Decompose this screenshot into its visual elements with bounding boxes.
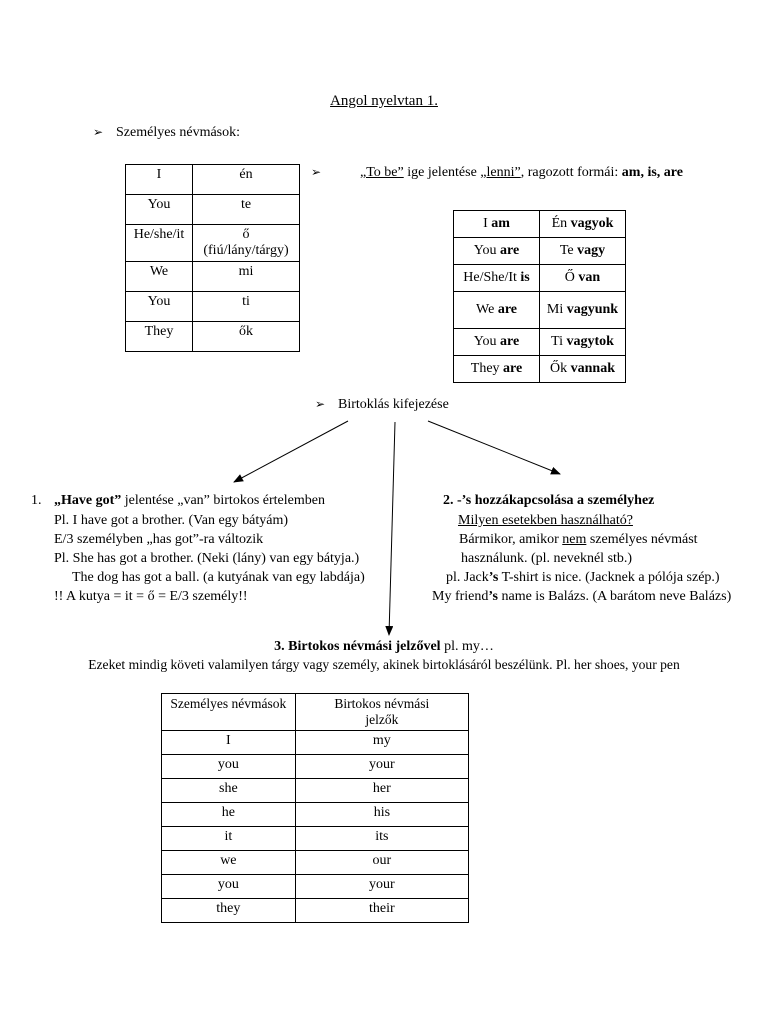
tobe-hu-pronoun: Ő bbox=[564, 270, 579, 285]
tobe-forms: am, is, are bbox=[621, 165, 683, 180]
tobe-verb: is bbox=[520, 270, 530, 285]
tobe-word: „To be” bbox=[360, 165, 404, 180]
tobe-hu-verb: vagyok bbox=[570, 216, 614, 231]
tobe-hu-pronoun: Te bbox=[559, 243, 578, 258]
table-row bbox=[454, 238, 626, 265]
tobe-en-cell bbox=[454, 356, 540, 383]
pronoun-en-cell: We bbox=[126, 262, 193, 292]
table-row bbox=[454, 292, 626, 329]
pronoun-en-cell: He/she/it bbox=[126, 225, 193, 262]
tobe-hu-pronoun: Ők bbox=[550, 361, 571, 376]
personal-pronoun-cell: I bbox=[162, 731, 296, 755]
personal-pronoun-cell: you bbox=[162, 875, 296, 899]
table-row bbox=[162, 803, 469, 827]
havegot-line: !! A kutya = it = ő = E/3 személy!! bbox=[54, 589, 248, 604]
apostrophe-l1-pre: Bármikor, amikor bbox=[459, 532, 563, 547]
tobe-hu-cell bbox=[540, 356, 626, 383]
possessive-heading-bold: 3. Birtokos névmási jelzővel bbox=[274, 639, 441, 654]
table-row bbox=[162, 755, 469, 779]
table-row bbox=[162, 851, 469, 875]
table-header-row bbox=[162, 694, 469, 731]
pronoun-hu-cell: te bbox=[193, 195, 300, 225]
tobe-verb: are bbox=[503, 361, 523, 376]
section-pronouns-heading: Személyes névmások: bbox=[116, 125, 241, 140]
apostrophe-heading bbox=[443, 491, 654, 510]
pronoun-en-cell: They bbox=[126, 322, 193, 352]
possessive-table bbox=[161, 693, 469, 923]
table-row bbox=[162, 875, 469, 899]
tobe-hu-pronoun: Ti bbox=[551, 334, 567, 349]
pronoun-hu-cell: ő (fiú/lány/tárgy) bbox=[193, 225, 300, 262]
possessive-adjective-cell: your bbox=[295, 875, 468, 899]
possessive-adjective-cell: his bbox=[295, 803, 468, 827]
tobe-en-cell bbox=[454, 211, 540, 238]
table-row bbox=[454, 356, 626, 383]
arrow-left bbox=[234, 421, 348, 482]
tobe-verb: are bbox=[497, 302, 517, 317]
pronoun-en-cell: You bbox=[126, 195, 193, 225]
tobe-en-cell bbox=[454, 292, 540, 329]
apostrophe-heading-text: 2. -’s hozzákapcsolása a személyhez bbox=[443, 493, 655, 508]
tobe-pronoun: You bbox=[473, 243, 501, 258]
pronoun-en-cell: You bbox=[126, 292, 193, 322]
pronouns-table bbox=[125, 164, 300, 352]
bullet-arrow-icon: ➢ bbox=[315, 397, 326, 411]
tobe-pronoun: We bbox=[476, 302, 498, 317]
bullet-arrow-icon: ➢ bbox=[311, 165, 322, 179]
tobe-en-cell bbox=[454, 238, 540, 265]
tobe-hu-cell bbox=[540, 329, 626, 356]
havegot-line: The dog has got a ball. (a kutyának van egy labdája) bbox=[72, 570, 365, 585]
table-row bbox=[126, 262, 300, 292]
tobe-verb: are bbox=[500, 243, 520, 258]
table-header-cell: Birtokos névmási jelzők bbox=[295, 694, 468, 731]
table-row bbox=[126, 292, 300, 322]
apostrophe-l1-u: nem bbox=[562, 532, 587, 547]
table-row bbox=[162, 827, 469, 851]
personal-pronoun-cell: it bbox=[162, 827, 296, 851]
table-header-cell: Személyes névmások bbox=[162, 694, 296, 731]
tobe-hu-cell bbox=[540, 211, 626, 238]
tobe-line bbox=[360, 163, 683, 182]
havegot-line: Pl. She has got a brother. (Neki (lány) van egy bátyja.) bbox=[54, 551, 360, 566]
tobe-pronoun: He/She/It bbox=[463, 270, 521, 285]
tobe-pronoun: They bbox=[470, 361, 504, 376]
table-row bbox=[126, 165, 300, 195]
tobe-hu-pronoun: Én bbox=[551, 216, 571, 231]
tobe-en-cell bbox=[454, 265, 540, 292]
apostrophe-line-2: használunk. (pl. neveknél stb.) bbox=[461, 551, 633, 566]
possessive-heading bbox=[0, 637, 768, 656]
personal-pronoun-cell: we bbox=[162, 851, 296, 875]
tobe-hu-cell bbox=[540, 292, 626, 329]
table-row bbox=[454, 265, 626, 292]
apostrophe-l3-b: ’s bbox=[488, 570, 499, 585]
tobe-verb: are bbox=[500, 334, 520, 349]
apostrophe-l4-pre: My friend bbox=[432, 589, 489, 604]
tobe-table bbox=[453, 210, 626, 383]
apostrophe-line-1 bbox=[459, 530, 698, 549]
personal-pronoun-cell: you bbox=[162, 755, 296, 779]
havegot-bold: „Have got” bbox=[54, 493, 122, 508]
havegot-num: 1. bbox=[31, 493, 42, 508]
table-row bbox=[126, 225, 300, 262]
tobe-mid: ige jelentése bbox=[403, 165, 481, 180]
tobe-hu-verb: vagy bbox=[577, 243, 606, 258]
table-row bbox=[454, 211, 626, 238]
tobe-pronoun: I bbox=[483, 216, 492, 231]
havegot-rest: jelentése „van” birtokos értelemben bbox=[121, 493, 325, 508]
havegot-line: E/3 személyben „has got”-ra változik bbox=[54, 532, 264, 547]
tobe-hu-cell bbox=[540, 265, 626, 292]
possessive-adjective-cell: your bbox=[295, 755, 468, 779]
tobe-hu-verb: vagyunk bbox=[566, 302, 619, 317]
table-row bbox=[162, 731, 469, 755]
tobe-hu-pronoun: Mi bbox=[546, 302, 567, 317]
tobe-hu-verb: vannak bbox=[570, 361, 615, 376]
arrow-right bbox=[428, 421, 560, 474]
possessive-adjective-cell: its bbox=[295, 827, 468, 851]
possessive-description: Ezeket mindig követi valamilyen tárgy vagy személy, akinek birtoklásáról beszélünk. Pl. her shoes, your pen bbox=[88, 657, 680, 672]
apostrophe-question: Milyen esetekben használható? bbox=[458, 513, 633, 528]
page-title: Angol nyelvtan 1. bbox=[330, 93, 438, 109]
pronoun-hu-cell: ti bbox=[193, 292, 300, 322]
tobe-hu-verb: vagytok bbox=[566, 334, 614, 349]
apostrophe-l3-pre: pl. Jack bbox=[446, 570, 489, 585]
personal-pronoun-cell: they bbox=[162, 899, 296, 923]
table-row bbox=[162, 779, 469, 803]
apostrophe-l3-post: T-shirt is nice. (Jacknek a pólója szép.) bbox=[498, 570, 720, 585]
possessive-adjective-cell: their bbox=[295, 899, 468, 923]
apostrophe-line-3 bbox=[446, 568, 720, 587]
possessive-adjective-cell: our bbox=[295, 851, 468, 875]
tobe-en-cell bbox=[454, 329, 540, 356]
arrow-down bbox=[389, 422, 395, 635]
table-row bbox=[126, 195, 300, 225]
personal-pronoun-cell: she bbox=[162, 779, 296, 803]
tobe-pronoun: You bbox=[473, 334, 501, 349]
table-row bbox=[126, 322, 300, 352]
tobe-meaning: „lenni” bbox=[480, 165, 521, 180]
tobe-hu-cell bbox=[540, 238, 626, 265]
possessive-heading-rest: pl. my… bbox=[440, 639, 494, 654]
table-row bbox=[454, 329, 626, 356]
apostrophe-l4-b: ’s bbox=[488, 589, 498, 604]
possessive-adjective-cell: my bbox=[295, 731, 468, 755]
havegot-heading bbox=[54, 491, 325, 510]
pronoun-en-cell: I bbox=[126, 165, 193, 195]
tobe-verb: am bbox=[491, 216, 510, 231]
section-possession-heading: Birtoklás kifejezése bbox=[338, 397, 449, 412]
apostrophe-l1-post: személyes névmást bbox=[586, 532, 698, 547]
table-row bbox=[162, 899, 469, 923]
bullet-arrow-icon: ➢ bbox=[93, 125, 104, 139]
havegot-line: Pl. I have got a brother. (Van egy bátyám) bbox=[54, 513, 289, 528]
tobe-end: , ragozott formái: bbox=[520, 165, 622, 180]
possessive-adjective-cell: her bbox=[295, 779, 468, 803]
pronoun-hu-cell: ők bbox=[193, 322, 300, 352]
pronoun-hu-cell: én bbox=[193, 165, 300, 195]
apostrophe-line-4 bbox=[432, 587, 731, 606]
apostrophe-l4-post: name is Balázs. (A barátom neve Balázs) bbox=[497, 589, 732, 604]
tobe-hu-verb: van bbox=[578, 270, 601, 285]
personal-pronoun-cell: he bbox=[162, 803, 296, 827]
pronoun-hu-cell: mi bbox=[193, 262, 300, 292]
